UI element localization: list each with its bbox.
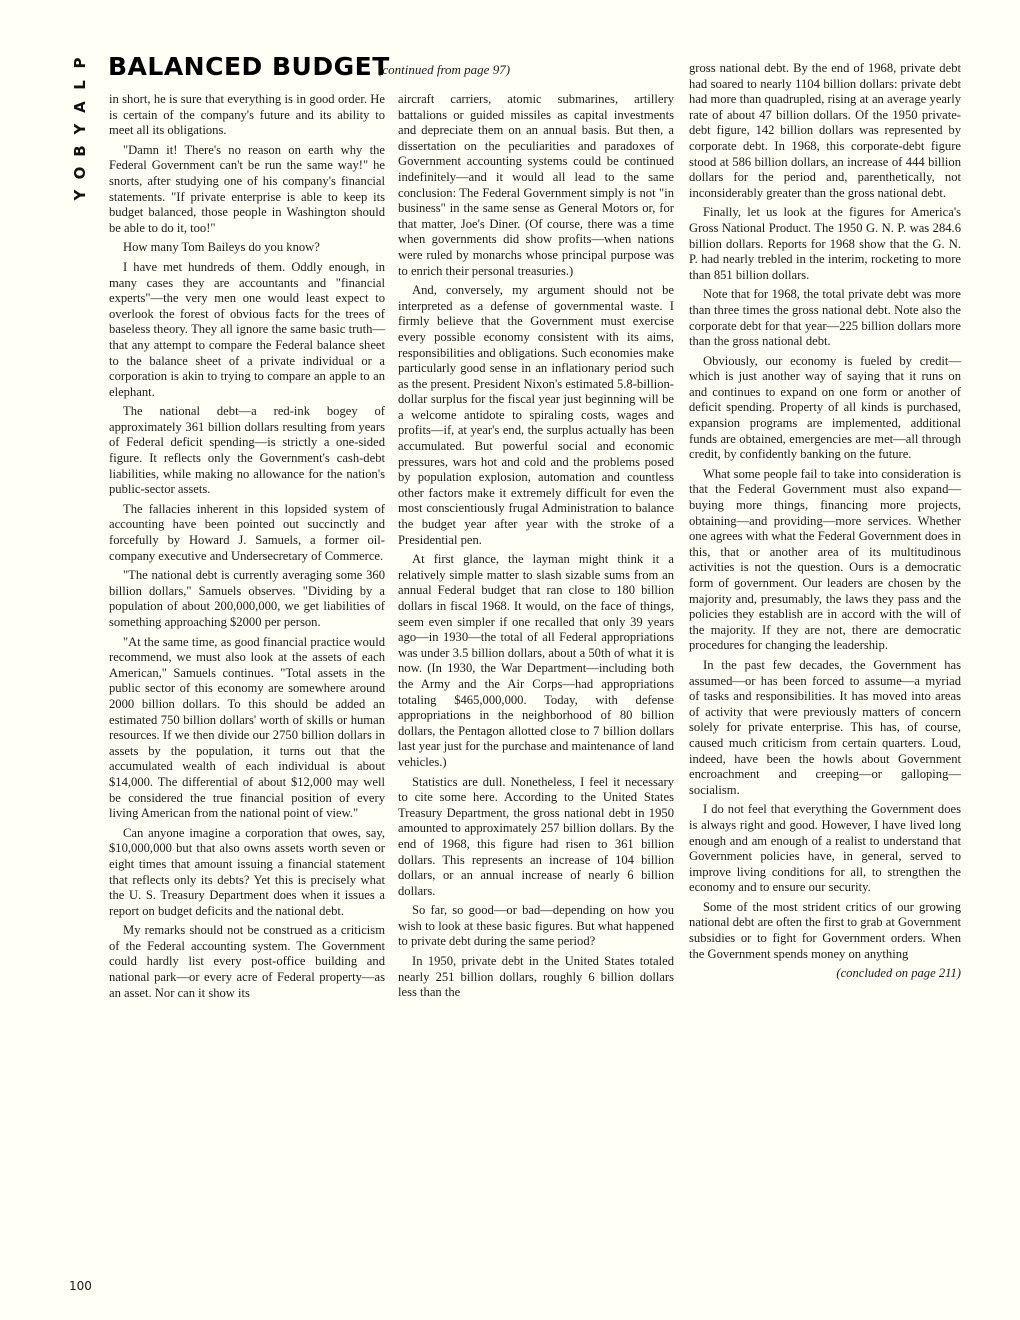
continued-note: (continued from page 97) [378, 62, 511, 77]
page-number: 100 [69, 1279, 92, 1293]
text-column-1 [109, 92, 385, 1005]
paragraph: "The national debt is currently averaging some 360 billion dollars," Samuels observes. "Dividing by a population of about 200,000,000, we get liabilities of something approaching $2000 per person. [109, 568, 385, 629]
article-title: BALANCED BUDGET [108, 52, 390, 81]
paragraph: In 1950, private debt in the United States totaled nearly 251 billion dollars, roughly 6 billion dollars less than the [398, 954, 674, 1000]
paragraph: gross national debt. By the end of 1968, private debt had soared to nearly 1104 billion dollars: private debt had more than quadrupled, rising at an average yearly rate of about 47 billion dollars. Of the 1950 private-debt figure, 142 billion dollars was represented by corporate debt. In 1968, this corporate-debt figure stood at 586 billion dollars, an increase of 444 billion dollars for the period and, parenthetically, not inconsiderably greater than the gross national debt. [689, 61, 961, 200]
sidebar-letter: P [71, 57, 89, 69]
paragraph: In the past few decades, the Government has assumed—or has been forced to assume—a myriad of tasks and responsibilities. It has moved into areas of activity that were previously matters of concern solely for private enterprise. This has, of course, caused much criticism from certain quarters. Loud, indeed, have been the howls about Government encroachment and creeping—or galloping—socialism. [689, 657, 961, 797]
paragraph: "Damn it! There's no reason on earth why the Federal Government can't be run the same way!" he snorts, after studying one of his company's financial statements. "If private enterprise is able to keep its budget balanced, those people in Washington should be able to do it, too!" [109, 142, 385, 235]
sidebar-letter: A [71, 101, 89, 113]
sidebar-letter: O [71, 166, 89, 180]
magazine-sidebar-logo [70, 52, 90, 206]
paragraph: Some of the most strident critics of our growing national debt are often the first to grab at Government subsidies or to fight for Government orders. When the Government spends money on anything [689, 899, 961, 961]
paragraph: Finally, let us look at the figures for America's Gross National Product. The 1950 G. N. P. was 284.6 billion dollars. Reports for 1968 show that the G. N. P. had nearly trebled in the interim, rocketing to more than 851 billion dollars. [689, 205, 961, 282]
paragraph: So far, so good—or bad—depending on how you wish to look at these basic figures. But what happened to private debt during the same period? [398, 903, 674, 949]
paragraph: The fallacies inherent in this lopsided system of accounting have been pointed out succinctly and forcefully by Howard J. Samuels, a former oil-company executive and Undersecretary of Commerce. [109, 501, 385, 563]
paragraph: What some people fail to take into consideration is that the Federal Government must also expand—buying more things, financing more projects, obtaining—and providing—more services. Whether one agrees with what the Federal Government does in this, that or another area of its multitudinous activities is not the question. Ours is a democratic form of government. Our leaders are chosen by the majority and, presumably, the laws they pass and the policies they establish are in accord with the will of the majority. If they are not, there are democratic procedures for changing the leadership. [689, 466, 961, 653]
paragraph: The national debt—a red-ink bogey of approximately 361 billion dollars resulting from years of Federal deficit spending—is strictly a one-sided figure. It reflects only the Government's cash-debt liabilities, while making no allowance for the nation's public-sector assets. [109, 404, 385, 497]
sidebar-letter: B [71, 145, 89, 157]
paragraph: Statistics are dull. Nonetheless, I feel it necessary to cite some here. According to the United States Treasury Department, the gross national debt in 1950 amounted to approximately 257 billion dollars. By the end of 1968, this figure had risen to 361 billion dollars. This represents an increase of 104 billion dollars, or an annual increase of nearly 6 billion dollars. [398, 774, 674, 898]
paragraph: I do not feel that everything the Government does is always right and good. However, I have lived long enough and am enough of a realist to understand that Government policies have, in general, served to improve living conditions for all, to strengthen the economy and to ensure our security. [689, 802, 961, 895]
paragraph: aircraft carriers, atomic submarines, artillery battalions or guided missiles as capital investments and depreciate them on an annual basis. But then, a dissertation on the peculiarities and paradoxes of Government accounting systems could be continued indefinitely—and it would all lead to the same conclusion: The Federal Government simply is not "in business" in the same sense as General Motors or, for that matter, Joe's Diner. (Of course, there was a time when governments did show profits—when nations were ruled by monarchs whose principal purpose was to enrich their personal treasuries.) [398, 92, 674, 278]
paragraph: I have met hundreds of them. Oddly enough, in many cases they are accountants and "financial experts"—the very men one would least expect to overlook the forest of obvious facts for the trees of baseless theory. They all ignore the same basic truth—that any attempt to compare the Federal balance sheet to the balance sheet of a private individual or a corporation is akin to trying to compare an apple to an elephant. [109, 259, 385, 399]
concluded-note: (concluded on page 211) [836, 966, 961, 981]
paragraph: And, conversely, my argument should not be interpreted as a defense of governmental waste. I firmly believe that the Government must exercise every possible economy consistent with its aims, responsibilities and obligations. Such economies make particularly good sense in an inflationary period such as the present. President Nixon's estimated 5.8-billion-dollar surplus for the fiscal year just beginning will be a welcome antidote to spiraling costs, wages and profits—if, at year's end, the surplus actually has been accumulated. But powerful social and economic pressures, wars hot and cold and the problems posed by population explosion, automation and countless other factors make it extremely difficult for even the most conscientiously frugal Administration to balance the budget year after year with the stroke of a Presidential pen. [398, 283, 674, 547]
paragraph: Can anyone imagine a corporation that owes, say, $10,000,000 but that also owns assets worth seven or eight times that amount issuing a financial statement that reflects only its debts? Yet this is precisely what the U. S. Treasury Department does when it issues a report on budget deficits and the national debt. [109, 825, 385, 918]
paragraph: At first glance, the layman might think it a relatively simple matter to slash sizable sums from an annual Federal budget that ran close to 180 billion dollars in fiscal 1968. It would, on the face of things, seem even simpler if one recalled that only 39 years ago—in 1930—the total of all Federal appropriations was under 3.5 billion dollars, about a 50th of what it is now. (In 1930, the War Department—including both the Army and the Air Corps—had appropriations totaling $465,000,000. Today, with defense appropriations in the neighborhood of 80 billion dollars, the Pentagon allotted close to 7 billion dollars last year just for the purchase and maintenance of land vehicles.) [398, 552, 674, 769]
text-column-3 [689, 61, 961, 982]
sidebar-letter: L [71, 80, 89, 90]
paragraph: Obviously, our economy is fueled by credit—which is just another way of saying that it runs on and continues to expand on one form or another of deficit spending. Property of all kinds is purchased, expansion programs are implemented, additional funds are obtained, emergencies are met—all through credit, by confidently banking on the future. [689, 353, 961, 462]
paragraph: Note that for 1968, the total private debt was more than three times the gross national debt. Note also the corporate debt for that year—225 billion dollars more than the gross national debt. [689, 287, 961, 349]
paragraph: in short, he is sure that everything is in good order. He is certain of the company's future and its ability to meet all its obligations. [109, 92, 385, 138]
paragraph: "At the same time, as good financial practice would recommend, we must also look at the assets of each American," Samuels continues. "Total assets in the public sector of this economy are somewhere around 2000 billion dollars. To this should be added an estimated 750 billion dollars' worth of skills or human resources. If we then divide our 2750 billion dollars in assets by the population, it turns out that the accumulated wealth of each individual is about $14,000. The differential of about $12,000 may well be considered the true financial position of every living American from the national point of view." [109, 634, 385, 821]
paragraph: My remarks should not be construed as a criticism of the Federal accounting system. The Government could hardly list every post-office building and national park—or every acre of Federal property—as an asset. Nor can it show its [109, 923, 385, 1000]
sidebar-letter: Y [71, 123, 89, 135]
paragraph: How many Tom Baileys do you know? [123, 240, 320, 255]
text-column-2 [398, 92, 674, 1005]
sidebar-letter: Y [71, 189, 89, 201]
